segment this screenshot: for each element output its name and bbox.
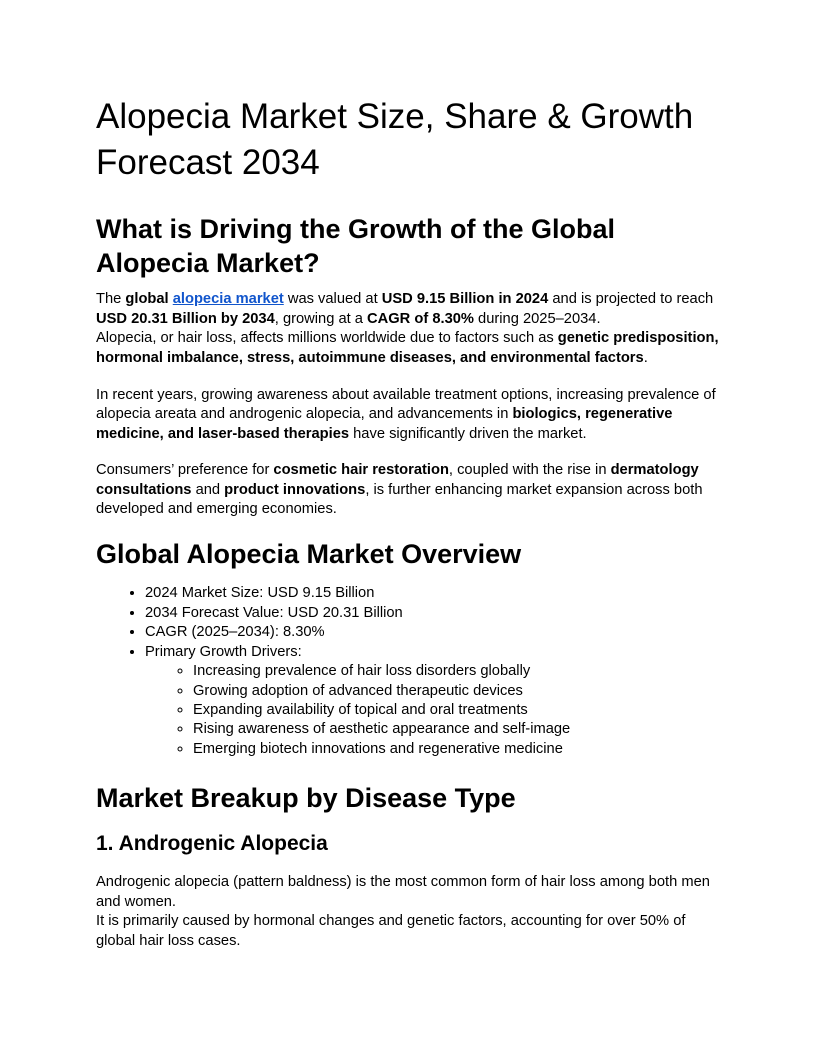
list-item-text: Rising awareness of aesthetic appearance and self-image xyxy=(193,721,571,738)
list-item xyxy=(145,584,720,603)
text-run: and is projected to reach xyxy=(548,291,714,308)
list-item xyxy=(193,662,720,681)
list-item-text: Expanding availability of topical and oral treatments xyxy=(193,701,528,718)
text-run: USD 20.31 Billion by 2034 xyxy=(96,310,275,327)
paragraph-consumer-preference xyxy=(96,461,720,519)
text-run: and xyxy=(191,481,225,498)
list-item-text: Increasing prevalence of hair loss disorders globally xyxy=(193,663,531,680)
text-run: It is primarily caused by hormonal changes and genetic factors, accounting for over 50% of global hair loss cases. xyxy=(96,913,686,949)
paragraph-recent-years xyxy=(96,386,720,444)
text-run: Consumers’ preference for xyxy=(96,462,274,479)
text-run: global xyxy=(125,291,169,308)
text-run: product innovations xyxy=(224,481,366,498)
section-heading-disease-type: Market Breakup by Disease Type xyxy=(96,783,516,814)
text-run: have significantly driven the market. xyxy=(349,425,587,442)
text-run: cosmetic hair restoration xyxy=(273,462,449,479)
list-item xyxy=(193,720,720,739)
text-run: during 2025–2034. xyxy=(473,310,601,327)
paragraph-androgenic-alopecia xyxy=(96,873,720,951)
text-run: biologics, regenerative medicine, and laser-based therapies xyxy=(96,406,673,442)
text-run: In recent years, growing awareness about available treatment options, increasing prevalence of alopecia areata and androgenic alopecia, and advancements in xyxy=(96,387,716,423)
section-heading-market-overview: Global Alopecia Market Overview xyxy=(96,539,522,570)
list-item xyxy=(193,701,720,720)
growth-drivers-sub-list xyxy=(145,662,720,759)
list-item-text: Growing adoption of advanced therapeutic devices xyxy=(193,682,523,699)
list-item-text: Primary Growth Drivers: xyxy=(145,643,302,660)
text-run: was valued at xyxy=(283,291,382,308)
text-run: , coupled with the rise in xyxy=(448,462,611,479)
document-title: Alopecia Market Size, Share & Growth Forecast 2034 xyxy=(96,97,694,183)
text-run: Androgenic alopecia (pattern baldness) is the most common form of hair loss among both men and women. xyxy=(96,874,710,910)
alopecia-market-link[interactable]: alopecia market xyxy=(172,291,284,308)
list-item xyxy=(145,604,720,623)
subheading-androgenic-alopecia: 1. Androgenic Alopecia xyxy=(96,832,328,856)
section-heading-market-growth-drivers: What is Driving the Growth of the Global Alopecia Market? xyxy=(96,214,615,279)
list-item-text: CAGR (2025–2034): 8.30% xyxy=(145,624,325,641)
overview-bullet-list xyxy=(96,584,720,759)
text-run: Alopecia, or hair loss, affects millions worldwide due to factors such as xyxy=(96,330,558,347)
list-item xyxy=(193,740,720,759)
list-item xyxy=(145,643,720,759)
list-item-text: 2024 Market Size: USD 9.15 Billion xyxy=(145,585,375,602)
text-run: CAGR of 8.30% xyxy=(367,310,474,327)
list-item-text: 2034 Forecast Value: USD 20.31 Billion xyxy=(145,604,403,621)
text-run: , is further enhancing market expansion across both developed and emerging economies. xyxy=(96,481,703,518)
text-run: USD 9.15 Billion in 2024 xyxy=(381,291,549,308)
list-item xyxy=(193,682,720,701)
text-run: , growing at a xyxy=(274,310,368,327)
list-item-text: Emerging biotech innovations and regenerative medicine xyxy=(193,740,563,757)
paragraph-market-valuation xyxy=(96,290,720,368)
text-run: The xyxy=(96,291,126,308)
text-run: . xyxy=(643,349,648,366)
text-run: dermatology consultations xyxy=(96,462,699,498)
text-run: genetic predisposition, hormonal imbalance, stress, autoimmune diseases, and environmental factors xyxy=(96,330,719,366)
list-item xyxy=(145,623,720,642)
